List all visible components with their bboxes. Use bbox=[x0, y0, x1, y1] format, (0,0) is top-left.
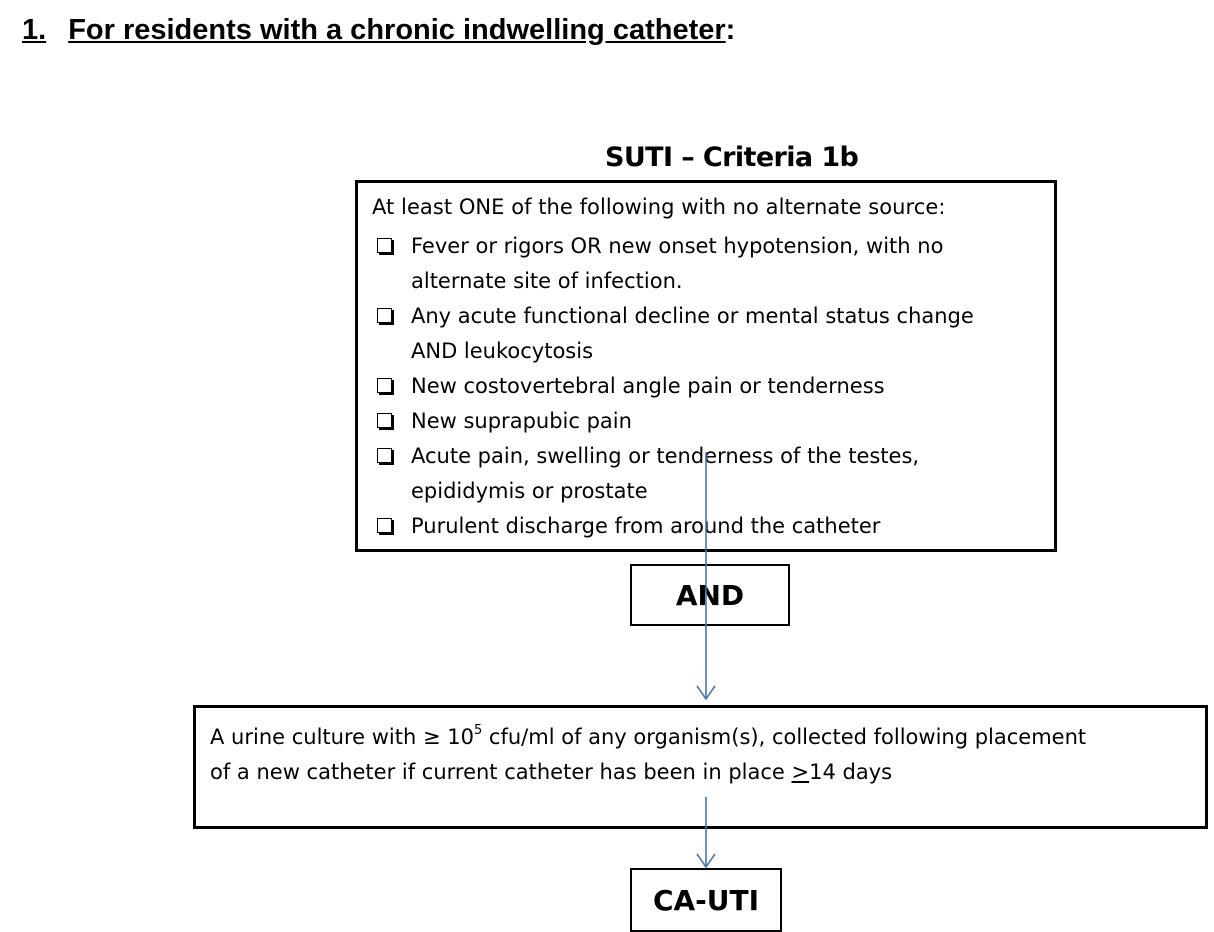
ge-symbol: ≥ bbox=[422, 725, 441, 749]
criteria-item bbox=[374, 229, 974, 299]
arrow-head-2-icon bbox=[697, 854, 715, 867]
page-heading bbox=[22, 14, 735, 47]
criteria-box bbox=[355, 180, 1057, 552]
and-connector-box: AND bbox=[630, 564, 790, 626]
criteria-item-text: New suprapubic pain bbox=[411, 409, 632, 433]
heading-text: For residents with a chronic indwelling catheter bbox=[68, 14, 726, 46]
culture-part4: 14 days bbox=[809, 760, 893, 784]
criteria-intro: At least ONE of the following with no alternate source: bbox=[372, 195, 946, 219]
gt-symbol: > bbox=[791, 760, 810, 784]
criteria-title: SUTI – Criteria 1b bbox=[605, 142, 859, 173]
checkbox-icon[interactable] bbox=[377, 518, 392, 533]
heading-colon: : bbox=[725, 14, 736, 46]
culture-part2: cfu/ml of any organism(s), collected following placement bbox=[482, 725, 1087, 749]
criteria-item bbox=[374, 404, 974, 439]
culture-part1: A urine culture with bbox=[210, 725, 423, 749]
heading-number: 1. bbox=[22, 14, 47, 46]
checkbox-icon[interactable] bbox=[377, 413, 392, 428]
urine-culture-text bbox=[210, 720, 1200, 790]
checkbox-icon[interactable] bbox=[377, 308, 392, 323]
culture-part3: of a new catheter if current catheter has been in place bbox=[210, 760, 792, 784]
arrow-head-1-icon bbox=[697, 686, 715, 699]
culture-exponent: 5 bbox=[473, 723, 483, 738]
criteria-item-text: New costovertebral angle pain or tenderness bbox=[411, 374, 885, 398]
criteria-item-text: Purulent discharge from around the catheter bbox=[411, 514, 881, 538]
criteria-item bbox=[374, 369, 974, 404]
culture-base: 10 bbox=[440, 725, 474, 749]
criteria-item bbox=[374, 439, 974, 509]
criteria-item-text: Fever or rigors OR new onset hypotension, with no alternate site of infection. bbox=[411, 234, 944, 293]
criteria-item bbox=[374, 299, 974, 369]
checkbox-icon[interactable] bbox=[377, 238, 392, 253]
urine-culture-box bbox=[193, 705, 1208, 829]
criteria-list bbox=[374, 229, 974, 544]
ca-uti-result-box: CA-UTI bbox=[630, 868, 782, 932]
checkbox-icon[interactable] bbox=[377, 448, 392, 463]
criteria-item bbox=[374, 509, 974, 544]
criteria-item-text: Acute pain, swelling or tenderness of the testes, epididymis or prostate bbox=[411, 444, 920, 503]
checkbox-icon[interactable] bbox=[377, 378, 392, 393]
criteria-item-text: Any acute functional decline or mental status change AND leukocytosis bbox=[411, 304, 974, 363]
